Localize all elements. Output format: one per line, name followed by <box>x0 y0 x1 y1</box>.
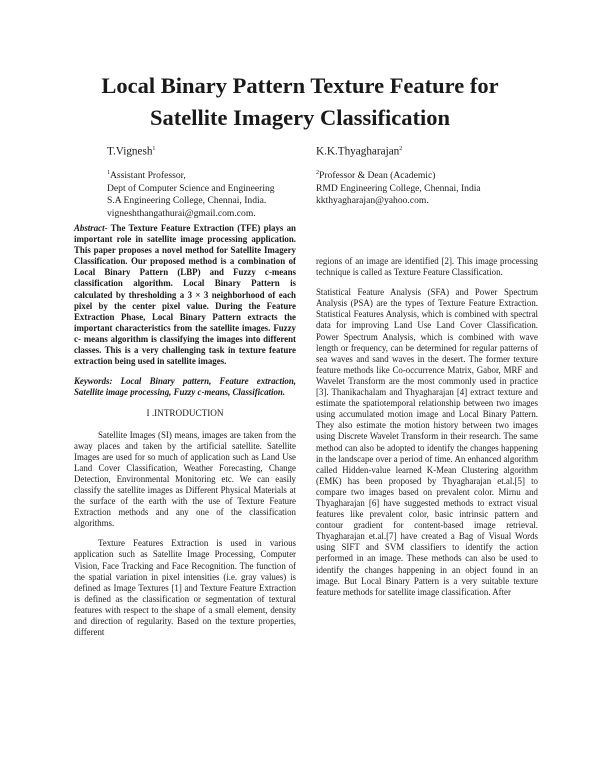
paper-title <box>40 70 560 134</box>
body-paragraph-1: regions of an image are identified [2]. This image processing technique is called as Texture Feature Classification. <box>316 256 538 278</box>
abstract-label: Abstract- <box>74 223 108 233</box>
abstract-text: The Texture Feature Extraction (TFE) plays an important role in satellite image processing application. This paper proposes a novel method for Satellite Imagery Classification. Our proposed method is a combination of Local Binary Pattern (LBP) and Fuzzy c-means classification algorithm. Local Binary Pattern is calculated by thresholding a 3 × 3 neighborhood of each pixel by the center pixel value. During the Feature Extraction Phase, Local Binary Pattern extracts the important characteristics from the satellite images. Fuzzy c- means algorithm is classifying the images into different classes. This is a very challenging task in texture feature extraction being used in satellite images. <box>74 223 296 367</box>
author-affiliation: $^1$Assistant Professor, <box>107 170 186 182</box>
author-block-1 <box>107 143 275 220</box>
title-line-2: Satellite Imagery Classification <box>150 105 450 130</box>
author-affiliation: $^2$Professor & Dean (Academic) <box>316 170 436 182</box>
author-institution: RMD Engineering College, Chennai, India <box>316 182 481 194</box>
author-block-2 <box>316 143 481 208</box>
intro-paragraph-1: Satellite Images (SI) means, images are taken from the away places and taken by the artificial satellite. Satellite Images are used for so much of application such as Land Use Land Cover Classification, Weather Forecasting, Change Detection, Environmental Monitoring etc. We can easily classify the satellite images as Different Physical Materials at the surface of the earth with the use of Texture Feature Extraction methods and any one of the classification algorithms. <box>74 429 296 529</box>
body-paragraph-2: Statistical Feature Analysis (SFA) and Power Spectrum Analysis (PSA) are the types of Texture Feature Extraction. Statistical Features Analysis, which is combined with spectral data for improving Land Use Land Cover Classification. Power Spectrum Analysis, which is combined with wave length or frequency, can be determined for regular patterns of sea waves and sand waves in the desert. The former texture feature methods like Co-occurrence Matrix, Gabor, MRF and Wavelet Transform are the most commonly used in practice [3]. Thanikachalam and Thyagharajan [4] extract texture and estimate the spatiotemporal relationship between two images using accumulated motion image and Local Binary Pattern. They also estimate the motion history between two images using Discrete Wavelet Transform in their research. The same method can also be adopted to identify the changes happening in the landscape over a period of time. An enhanced algorithm called Hidden-value learned K-Mean Clustering algorithm (EMK) has been proposed by Thyagharajan et.al.[5] to compare two images based on prevalent color. Mirnu and Thyagharajan [6] have suggested methods to extract visual features like prevalent color, basic intrinsic pattern and contour gradient for content-based image retrieval. Thyagharajan et.al.[7] have created a Bag of Visual Words using SIFT and SVM classifiers to identify the action performed in an image. These methods can also be used to identify the changes happening in an object found in an image. But Local Binary Pattern is a very suitable texture feature methods for satellite image classification. After <box>316 287 538 597</box>
author-department: Dept of Computer Science and Engineering <box>107 182 275 194</box>
intro-paragraph-2: Texture Features Extraction is used in various application such as Satellite Image Processing, Computer Vision, Face Tracking and Face Recognition. The function of the spatial variation in pixel intensities (i.e. gray values) is defined as Image Textures [1] and Texture Feature Extraction is defined as the classification or segmentation of textural features with respect to the shape of a small element, density and direction of regularity. Based on the texture properties, different <box>74 538 296 638</box>
keywords: Keywords: Local Binary pattern, Feature extraction, Satellite image processing, Fuzzy c-means, Classification. <box>74 376 296 398</box>
author-name: T.Vignesh$^1$ <box>107 145 156 158</box>
author-email: kkthyagharajan@yahoo.com. <box>316 195 429 207</box>
author-email: vigneshthangathurai@gmail.com.com. <box>107 207 256 219</box>
author-name: K.K.Thyagharajan$^2$ <box>316 145 403 158</box>
abstract <box>74 223 296 367</box>
title-line-1: Local Binary Pattern Texture Feature for <box>101 73 499 98</box>
right-column <box>316 256 538 607</box>
author-institution: S.A Engineering College, Chennai, India. <box>107 195 267 207</box>
left-column <box>74 223 296 647</box>
section-heading-introduction: I .INTRODUCTION <box>146 408 224 419</box>
